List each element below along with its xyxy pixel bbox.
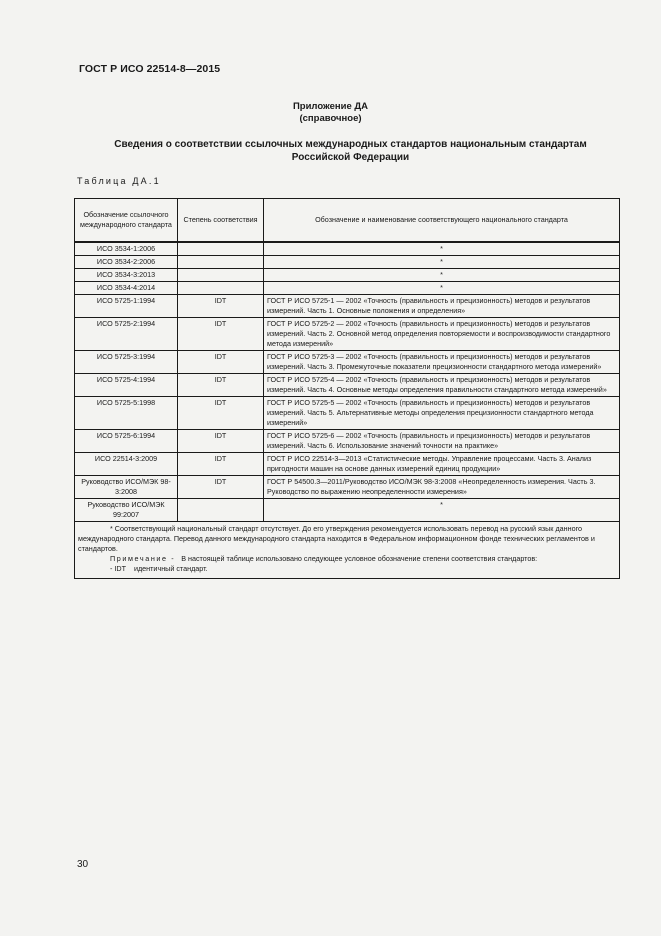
degree-cell [178,499,264,522]
national-standard-cell: * [264,242,620,256]
degree-cell: IDT [178,351,264,374]
idt-description: идентичный стандарт. [133,564,208,573]
national-standard-cell: * [264,256,620,269]
reference-cell: ИСО 3534-4:2014 [75,282,178,295]
table-row [75,476,620,499]
degree-cell: IDT [178,397,264,430]
reference-cell: ИСО 3534-3:2013 [75,269,178,282]
national-standard-cell: ГОСТ Р ИСО 5725-6 — 2002 «Точность (правильность и прецизионность) методов и результатов измерений. Часть 6. Использование значений точности на практике» [264,430,620,453]
column-header-degree: Степень соответствия [178,199,264,243]
table-row [75,256,620,269]
reference-cell: ИСО 3534-1:2006 [75,242,178,256]
national-standard-cell: ГОСТ Р ИСО 22514-3—2013 «Статистические методы. Управление процессами. Часть 3. Анализ пригодности машин на основе данных измерений единиц продукции» [264,453,620,476]
footnote-text: * Соответствующий национальный стандарт отсутствует. До его утверждения рекомендуется использовать перевод на русский язык данного международного стандарта. Перевод данного международного стандарта находится в Федеральном информационном фонде технических регламентов и стандартов. [78,524,595,553]
table-row [75,269,620,282]
reference-cell: ИСО 5725-2:1994 [75,318,178,351]
table-row [75,499,620,522]
table-row [75,282,620,295]
national-standard-cell: ГОСТ Р ИСО 5725-5 — 2002 «Точность (правильность и прецизионность) методов и результатов измерений. Часть 5. Альтернативные методы определения прецизионности стандартного метода измерений» [264,397,620,430]
table-body [75,242,620,522]
page-number: 30 [77,859,89,870]
appendix-title: Приложение ДА [292,101,369,112]
degree-cell [178,242,264,256]
national-standard-cell: ГОСТ Р ИСО 5725-4 — 2002 «Точность (правильность и прецизионность) методов и результатов измерений. Часть 4. Основные методы определения правильности стандартного метода измерений» [264,374,620,397]
reference-cell: ИСО 5725-5:1998 [75,397,178,430]
note-paragraph [78,554,616,564]
note-text: В настоящей таблице использовано следующее условное обозначение степени соответствия стандартов: [181,554,538,563]
national-standard-cell: ГОСТ Р ИСО 5725-2 — 2002 «Точность (правильность и прецизионность) методов и результатов измерений. Часть 2. Основной метод определения повторяемости и воспроизводимости стандартного метода измерений» [264,318,620,351]
reference-cell: ИСО 5725-6:1994 [75,430,178,453]
appendix-heading [60,138,641,164]
degree-cell [178,269,264,282]
column-header-national: Обозначение и наименование соответствующего национального стандарта [264,199,620,243]
degree-cell: IDT [178,476,264,499]
degree-cell: IDT [178,430,264,453]
reference-cell: ИСО 5725-3:1994 [75,351,178,374]
table-row [75,430,620,453]
table-footnote-row [75,522,620,579]
table-row [75,295,620,318]
reference-cell: Руководство ИСО/МЭК 99:2007 [75,499,178,522]
degree-cell [178,256,264,269]
idt-legend [78,564,616,574]
national-standard-cell: ГОСТ Р ИСО 5725-3 — 2002 «Точность (правильность и прецизионность) методов и результатов измерений. Часть 3. Промежуточные показатели прецизионности стандартного метода измерений» [264,351,620,374]
degree-cell: IDT [178,453,264,476]
national-standard-cell: ГОСТ Р 54500.3—2011/Руководство ИСО/МЭК 98-3:2008 «Неопределенность измерения. Часть 3. Руководство по выражению неопределенности измерения» [264,476,620,499]
table-row [75,351,620,374]
table-row [75,318,620,351]
appendix-heading-line2: Российской Федерации [291,152,410,163]
degree-cell: IDT [178,374,264,397]
table-label: Таблица ДА.1 [77,176,161,186]
correspondence-table [74,198,620,579]
reference-cell: ИСО 22514-3:2009 [75,453,178,476]
column-header-reference: Обозначение ссылочного международного стандарта [75,199,178,243]
table-footnote-cell [75,522,620,579]
idt-code: - IDT [110,564,126,573]
note-lead: Примечание - [110,554,176,563]
document-code: ГОСТ Р ИСО 22514-8—2015 [79,63,221,75]
table-row [75,397,620,430]
table-header-row [75,199,620,243]
appendix-heading-line1: Сведения о соответствии ссылочных международных стандартов национальным стандартам [114,139,587,150]
table-row [75,374,620,397]
reference-cell: Руководство ИСО/МЭК 98-3:2008 [75,476,178,499]
national-standard-cell: * [264,499,620,522]
reference-cell: ИСО 5725-4:1994 [75,374,178,397]
reference-cell: ИСО 3534-2:2006 [75,256,178,269]
degree-cell: IDT [178,295,264,318]
reference-cell: ИСО 5725-1:1994 [75,295,178,318]
national-standard-cell: * [264,282,620,295]
national-standard-cell: * [264,269,620,282]
table-row [75,453,620,476]
degree-cell: IDT [178,318,264,351]
table-row [75,242,620,256]
appendix-subtitle: (справочное) [299,113,362,124]
national-standard-cell: ГОСТ Р ИСО 5725-1 — 2002 «Точность (правильность и прецизионность) методов и результатов измерений. Часть 1. Основные положения и определения» [264,295,620,318]
degree-cell [178,282,264,295]
